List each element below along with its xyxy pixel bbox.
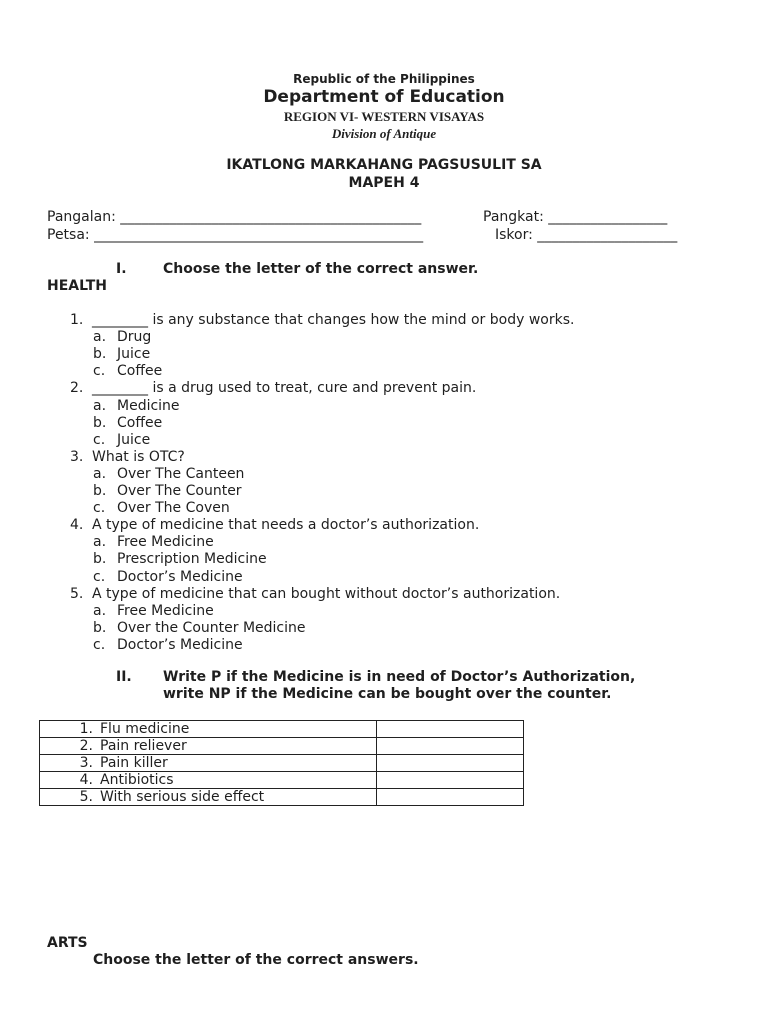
table-row [40,738,524,755]
question-number: 5. [70,585,84,602]
header-division: Division of Antique [331,126,437,141]
question-4 [70,517,479,533]
question-2 [70,380,476,396]
item-cell [40,721,377,738]
answer-cell[interactable] [377,789,524,806]
exam-title: IKATLONG MARKAHANG PAGSUSULIT SA [226,157,542,173]
answer-cell[interactable] [377,721,524,738]
item-number: 3. [79,755,93,771]
header-republic: Republic of the Philippines [293,72,475,86]
question-3 [70,449,185,465]
choice-text: Prescription Medicine [117,551,267,568]
choice-5-2 [93,620,306,636]
health-heading: HEALTH [47,278,107,294]
table-row [40,772,524,789]
choice-text: Over The Counter [117,483,242,499]
choice-text: Coffee [117,363,163,380]
section2-line1: Write P if the Medicine is in need of Doctor’s Authorization, [163,669,636,685]
choice-text: Free Medicine [117,534,214,551]
question-text: What is OTC? [92,448,185,465]
item-text: Antibiotics [100,772,174,788]
choice-letter: b. [93,414,107,431]
choice-3-2 [93,483,242,499]
choice-text: Doctor’s Medicine [117,568,243,585]
item-text: Flu medicine [100,721,190,737]
table-row [40,721,524,738]
question-number: 4. [70,517,84,534]
choice-4-1 [93,534,214,550]
choice-1-3 [93,363,162,379]
answer-cell[interactable] [377,738,524,755]
choice-4-2 [93,551,267,567]
question-text: A type of medicine that can bought without doctor’s authorization. [92,585,561,602]
choice-4-3 [93,569,243,585]
arts-instruction: Choose the letter of the correct answers. [93,952,419,968]
choice-5-3 [93,637,243,653]
answer-cell[interactable] [377,772,524,789]
choice-1-1 [93,329,151,345]
choice-2-3 [93,432,150,448]
choice-letter: c. [93,636,106,653]
section-field: Pangkat: _________________ [483,209,668,225]
choice-text: Doctor’s Medicine [117,636,243,653]
choice-letter: b. [93,551,107,568]
choice-letter: a. [93,465,107,482]
item-cell [40,755,377,772]
choice-text: Juice [117,431,151,448]
choice-3-1 [93,466,244,482]
item-text: With serious side effect [100,789,265,805]
question-5 [70,586,560,602]
item-number: 2. [79,738,93,754]
item-text: Pain killer [100,755,168,771]
item-number: 1. [79,721,93,737]
section1-instruction: Choose the letter of the correct answer. [163,261,479,277]
choice-1-2 [93,346,150,362]
section2-line2: write NP if the Medicine can be bought over the counter. [163,686,612,702]
arts-heading: ARTS [47,935,88,951]
score-field: Iskor: ____________________ [495,227,678,243]
header-department: Department of Education [263,87,505,107]
question-1 [70,312,574,328]
question-number: 3. [70,448,84,465]
question-text: A type of medicine that needs a doctor’s authorization. [92,517,480,534]
choice-letter: b. [93,346,107,363]
choice-letter: c. [93,500,106,517]
choice-2-1 [93,398,180,414]
choice-3-3 [93,500,230,516]
choice-letter: c. [93,363,106,380]
choice-text: Over The Canteen [117,465,245,482]
choice-text: Coffee [117,414,163,431]
choice-text: Free Medicine [117,602,214,619]
choice-text: Juice [117,346,151,363]
exam-subject: MAPEH 4 [348,175,420,191]
choice-letter: a. [93,534,107,551]
choice-5-1 [93,603,214,619]
choice-letter: b. [93,483,107,499]
answer-cell[interactable] [377,755,524,772]
item-cell [40,772,377,789]
item-cell [40,789,377,806]
table-row [40,755,524,772]
choice-letter: a. [93,602,107,619]
header-region: REGION VI- WESTERN VISAYAS [283,109,485,124]
question-number: 1. [70,312,84,328]
choice-2-2 [93,415,162,431]
answer-table [39,720,524,806]
choice-letter: b. [93,619,107,636]
choice-letter: c. [93,568,106,585]
question-number: 2. [70,380,84,397]
choice-letter: c. [93,431,106,448]
question-text: ________ is a drug used to treat, cure and prevent pain. [92,380,477,397]
item-number: 4. [79,772,93,788]
question-text: ________ is any substance that changes how the mind or body works. [92,312,575,328]
choice-text: Over the Counter Medicine [117,619,306,636]
choice-text: Drug [117,329,152,346]
item-text: Pain reliever [100,738,187,754]
date-field: Petsa: _______________________________________________ [47,227,424,243]
item-cell [40,738,377,755]
name-field: Pangalan: ___________________________________________ [47,209,422,225]
section2-numeral: II. [116,669,132,685]
choice-text: Medicine [117,397,180,414]
section1-numeral: I. [116,261,127,277]
choice-letter: a. [93,329,107,346]
item-number: 5. [79,789,93,805]
choice-letter: a. [93,397,107,414]
table-row [40,789,524,806]
choice-text: Over The Coven [117,500,230,517]
